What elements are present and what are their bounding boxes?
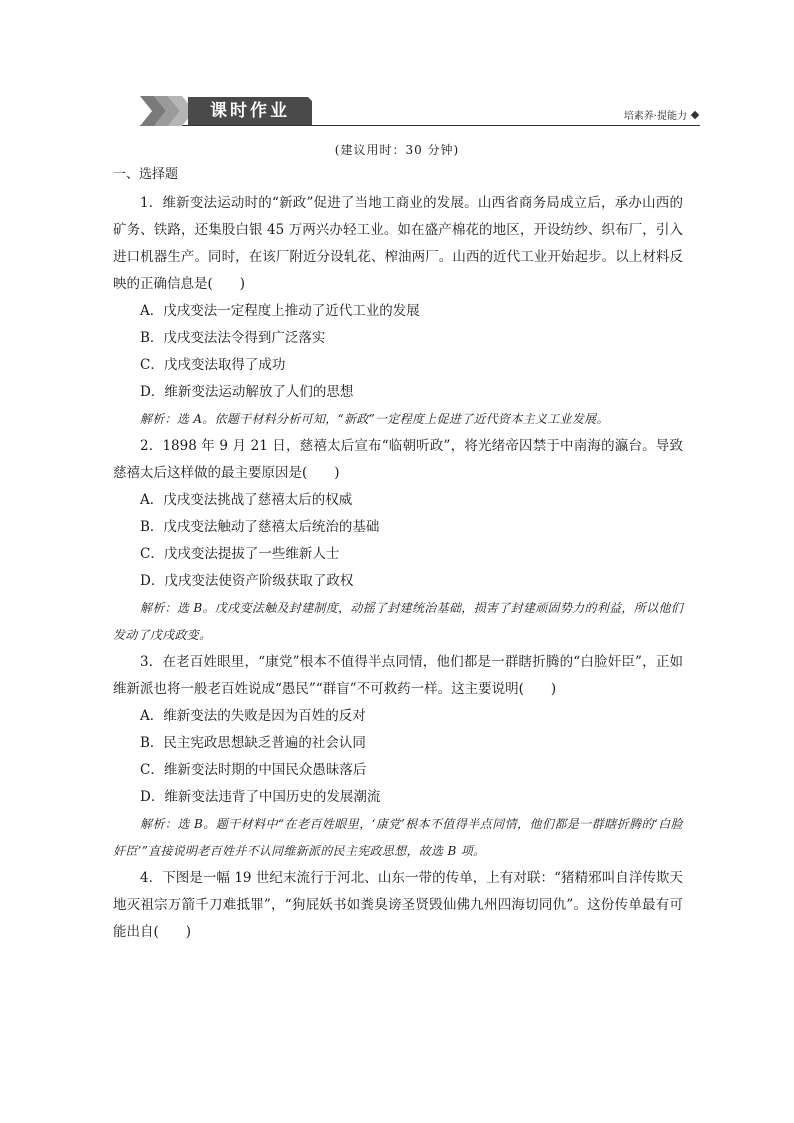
option-d: D．维新变法运动解放了人们的思想 bbox=[140, 384, 354, 400]
suggested-time-note: (建议用时：30 分钟) bbox=[334, 143, 460, 157]
option-c: C．维新变法时期的中国民众愚昧落后 bbox=[140, 762, 367, 778]
header-badge bbox=[140, 96, 312, 126]
analysis: 解析：选 B。题干材料中“在老百姓眼里，‘康党’根本不值得半点同情，他们都是一群瞎折腾的‘白脸奸臣’”直接说明老百姓并不认同维新派的民主宪政思想，故选 B 项。 bbox=[113, 817, 683, 858]
question-3 bbox=[113, 649, 683, 865]
question-stem: 4．下图是一幅 19 世纪末流行于河北、山东一带的传单，上有对联：“猪精邪叫自洋传欺天地灭祖宗万箭千刀难抵罪”，“狗屁妖书如粪臭谤圣贤毁仙佛九州四海切同仇”。这份传单最有可能出自( ) bbox=[113, 870, 683, 940]
header-tagline-text: 培素养·提能力 bbox=[623, 111, 687, 122]
option-a: A．戊戌变法一定程度上推动了近代工业的发展 bbox=[140, 303, 420, 319]
question-stem: 1．维新变法运动时的“新政”促进了当地工商业的发展。山西省商务局成立后，承办山西的矿务、铁路，还集股白银 45 万两兴办轻工业。如在盛产棉花的地区，开设纺纱、织布厂，引入进口机器生产。同时，在该厂附近分设轧花、榨油两厂。山西的近代工业开始起步。以上材料反映的正确信息是( ) bbox=[113, 195, 683, 292]
question-2 bbox=[113, 433, 683, 649]
section-title: 一、选择题 bbox=[113, 167, 179, 182]
question-1 bbox=[113, 190, 683, 433]
option-b: B．戊戌变法触动了慈禧太后统治的基础 bbox=[140, 519, 380, 535]
header-title: 课时作业 bbox=[210, 101, 290, 121]
analysis: 解析：选 B。戊戌变法触及封建制度，动摇了封建统治基础，损害了封建顽固势力的利益，所以他们发动了戊戌政变。 bbox=[113, 601, 683, 642]
option-c: C．戊戌变法提拔了一些维新人士 bbox=[140, 546, 340, 562]
option-b: B．民主宪政思想缺乏普遍的社会认同 bbox=[140, 735, 366, 751]
analysis: 解析：选 A。依题干材料分析可知，“新政”一定程度上促进了近代资本主义工业发展。 bbox=[140, 412, 609, 426]
exercise-content bbox=[113, 166, 683, 946]
option-d: D．维新变法违背了中国历史的发展潮流 bbox=[140, 789, 381, 805]
question-stem: 3．在老百姓眼里，“康党”根本不值得半点同情，他们都是一群瞎折腾的“白脸奸臣”，正如维新派也将一般老百姓说成“愚民”“群盲”不可救药一样。这主要说明( ) bbox=[113, 654, 683, 697]
option-a: A．维新变法的失败是因为百姓的反对 bbox=[140, 708, 366, 724]
option-d: D．戊戌变法使资产阶级获取了政权 bbox=[140, 573, 354, 589]
diamond-icon bbox=[691, 111, 699, 119]
option-a: A．戊戌变法挑战了慈禧太后的权威 bbox=[140, 492, 353, 508]
option-c: C．戊戌变法取得了成功 bbox=[140, 357, 286, 373]
page-header bbox=[140, 96, 700, 130]
question-stem: 2．1898 年 9 月 21 日，慈禧太后宣布“临朝听政”，将光绪帝囚禁于中南海的瀛台。导致慈禧太后这样做的最主要原因是( ) bbox=[113, 438, 683, 481]
option-b: B．戊戌变法法令得到广泛落实 bbox=[140, 330, 326, 346]
header-tagline bbox=[624, 107, 698, 122]
question-4 bbox=[113, 865, 683, 946]
